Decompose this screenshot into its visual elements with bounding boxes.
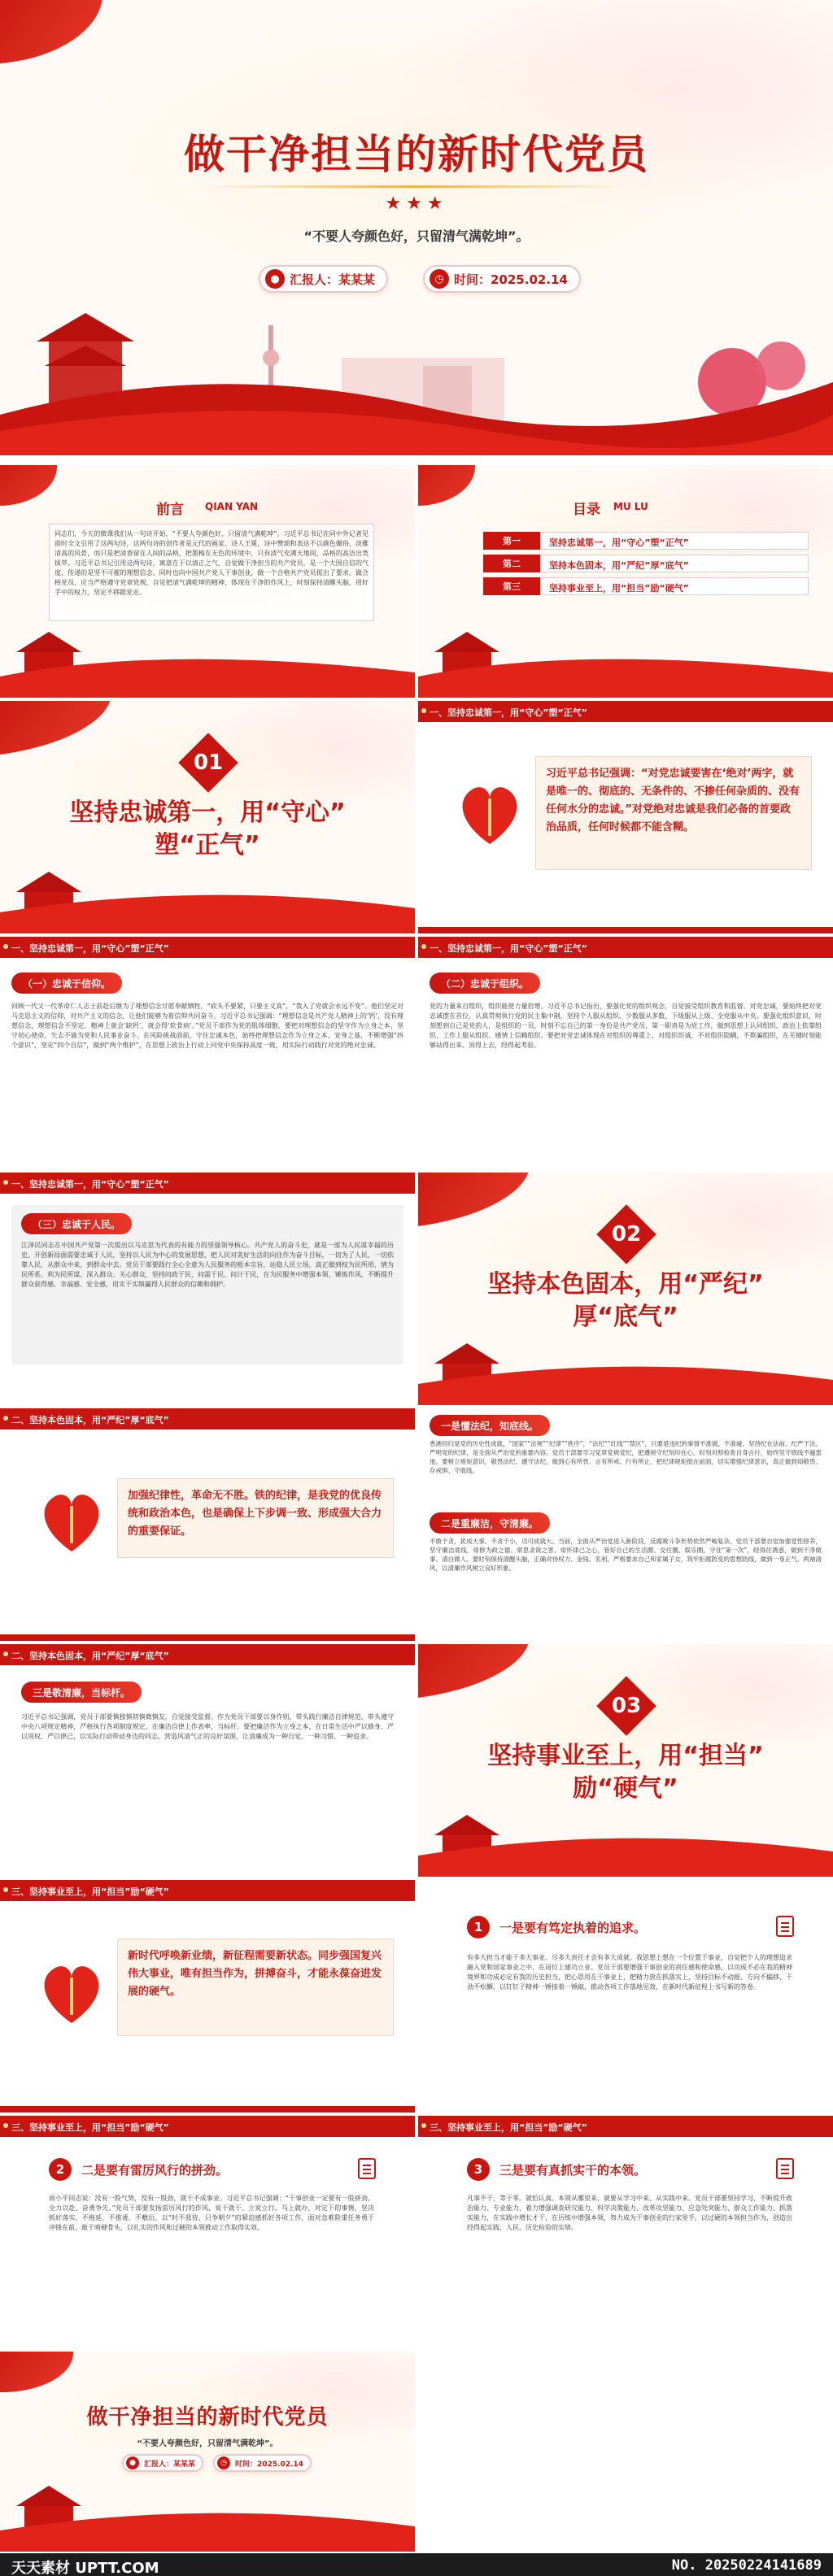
section2-point1-text: 香港回归是党的历史性成就，“国家”“法规”“纪律”“秩序”，“法纪”“红线”“禁区”，只要是违纪的事情不准做，不准碰，坚持纪在法前、纪严于法。严明党的纪律，是全面从严治党的重要内容。党员干部要学习党章党规党纪，把遵规守纪刻印在心，时刻对照检查自身言行，始终坚守底线不越雷池。要树立规矩意识，敬畏法纪、遵守法纪，做到心有所畏、言有所戒、行有所止，把纪律规矩挺在前面，切实增强纪律意识，真正做到知敬畏、存戒惧、守底线。 [430, 1440, 822, 1474]
header-dot [3, 2123, 8, 2128]
cover-time [423, 265, 581, 293]
preface-slide [0, 465, 415, 698]
section2-point3-header [0, 1644, 415, 1665]
section2-point3-header-text: 二、坚持本色固本，用“严纪”厚“底气” [11, 1651, 169, 1661]
section1-point2-header [418, 937, 833, 958]
header-dot [421, 708, 426, 713]
cover-stars: ★★★ [385, 194, 448, 214]
section3-title-line2: 励“硬气” [573, 1774, 678, 1803]
section2-points-slide [418, 1408, 833, 1641]
section1-point3-header [0, 1173, 415, 1194]
section3-point3-slide [418, 2116, 833, 2348]
section1-point2-slide [418, 937, 833, 1169]
point-number-3: 3 [467, 2158, 490, 2181]
cover-decor [0, 309, 833, 455]
section2-header-text: 二、坚持本色固本，用“严纪”厚“底气” [11, 1415, 169, 1425]
cover-divider [203, 185, 626, 188]
section3-point3-text: 凡事不干，等于零。就怕认真。本领从哪里来，就要从学习中来、从实践中来。党员干部要坚持学习，不断提升政治能力、专业能力，着力增强调查研究能力、科学决策能力、改革攻坚能力、应急处突能力、群众工作能力、抓落实能力，在实践中增长才干，在历练中增强本领，努力成为干事创业的行家里手，以过硬的本领担当作为，创造出经得起实践、人民、历史检验的实绩。 [467, 2195, 792, 2231]
section3-point2-slide [0, 2116, 415, 2348]
section1-number: 01 [193, 751, 224, 775]
toc-decor [418, 628, 833, 698]
section3-header-text: 三、坚持事业至上，用“担当”励“硬气” [11, 1886, 169, 1897]
section1-quote-card: 习近平总书记强调：“对党忠诚要害在‘绝对’两字，就是唯一的、彻底的、无条件的、不掺任何杂质的、没有任何水分的忠诚。”对党绝对忠诚是我们必备的首要政治品质，任何时候都不能含糊。 [535, 756, 812, 870]
section3-quote-card: 新时代呼唤新业绩，新征程需要新状态。同步强国复兴伟大事业，唯有担当作为，拼搏奋斗，才能永葆奋进发展的硬气。 [117, 1939, 394, 2036]
section1-header [418, 701, 833, 722]
section2-cover-slide [418, 1173, 833, 1405]
cover-reporter-label: 汇报人：某某某 [290, 272, 376, 287]
section1-point1-slide [0, 937, 415, 1169]
document-icon [776, 1916, 794, 1937]
section3-header [0, 1880, 415, 1901]
section3-point2-header [0, 2116, 415, 2137]
toc-item-num: 第二 [483, 555, 540, 572]
section2-point1-title: 一是懂法纪，知底线。 [430, 1415, 550, 1436]
toc-title: 目录 [573, 502, 600, 518]
header-dot [3, 1651, 8, 1656]
header-dot [421, 2123, 426, 2128]
closing-time-label: 时间：2025.02.14 [235, 2460, 303, 2469]
clock-icon: ◷ [217, 2456, 230, 2469]
clock-icon: ◷ [430, 269, 449, 289]
cover-quote: “不要人夸颜色好，只留清气满乾坤”。 [303, 228, 530, 244]
party-emblem-icon [33, 1953, 111, 2031]
toc-item-1[interactable] [483, 532, 809, 550]
closing-quote: “不要人夸颜色好，只留清气满乾坤”。 [137, 2439, 278, 2448]
header-dot [421, 944, 426, 949]
section2-cover-decor [418, 1343, 833, 1405]
section3-point1-slide [418, 1880, 833, 2113]
cover-time-label: 时间：2025.02.14 [454, 272, 568, 287]
closing-reporter [122, 2454, 203, 2472]
section2-title-line2: 厚“底气” [573, 1303, 678, 1331]
watermark-id: NO. 20250224141689 [671, 2557, 822, 2574]
section3-number: 03 [611, 1694, 642, 1718]
person-icon: ● [265, 269, 285, 289]
toc-item-num: 第三 [483, 577, 540, 595]
section1-cover-decor [0, 872, 415, 933]
section1-quote-slide [418, 701, 833, 933]
section2-point3-text: 习近平总书记强调，党员干部要慎独慎初慎微慎友，自觉接受监督。作为党员干部要以身作则，带头践行廉洁自律规范，带头遵守中央八项规定精神，严格执行各项制度规定，在廉洁自律上作表率、当标杆。要把廉洁作为立身之本，在日常生活中严以修身、严以用权、严以律己，以实际行动带动身边的同志，营造风清气正的良好氛围，让清廉成为一种自觉、一种习惯、一种追求。 [21, 1713, 394, 1740]
section3-point3-header [418, 2116, 833, 2137]
watermark-footer [0, 2553, 833, 2576]
cover-reporter [259, 265, 388, 293]
section1-point3-slide [0, 1173, 415, 1405]
header-dot [3, 1416, 8, 1421]
point-number-2: 2 [49, 2158, 72, 2181]
closing-slide [0, 2352, 415, 2552]
preface-title: 前言 [156, 502, 184, 518]
section3-point1-text: 有多大担当才能干多大事业。尽多大责任才会有多大成就。我思想上想在一个位置干事业，自觉把个人的理想追求融入党和国家事业之中，在岗位上建功立业。党员干部要增强干事创业的责任感和使命感，以功成不必在我的精神境界和功成必定有我的历史担当，把心思用在干事业上，把精力放在抓落实上，坚持目标不动摇、方向不偏移、干劲不松懈，以钉钉子精神一锤接着一锤敲，推动各项工作落地见效，在新时代新征程上书写新的答卷。 [467, 1954, 792, 1991]
toc-item-text: 坚持忠诚第一，用“守心”塑“正气” [540, 532, 809, 550]
section1-point3-text: 江泽民同志在中国共产党第一次提出以马克思为代表的有能力的坚强领导核心。共产党人的奋斗史，就是一部为人民谋幸福的历史。开创新局面需要忠诚于人民，坚持以人民为中心的发展思想，把人民对美好生活的向往作为奋斗目标，一切为了人民，一切依靠人民，从群众中来，到群众中去。党员干部要践行全心全意为人民服务的根本宗旨，站稳人民立场，真正做到权为民所用、情为民所系、利为民所谋，深入群众、关心群众，坚持问政于民、问需于民、问计于民，在为民服务中增强本领、锤炼作风，不断提升群众获得感、幸福感、安全感，用实干实绩赢得人民群众的信赖和拥护。 [21, 1242, 394, 1288]
preface-decor [0, 628, 415, 698]
section1-point3-title: （三）忠诚于人民。 [21, 1213, 132, 1234]
section1-title-line1: 坚持忠诚第一，用“守心” [69, 798, 346, 827]
closing-title: 做干净担当的新时代党员 [86, 2405, 329, 2430]
header-dot [3, 944, 8, 949]
party-emblem-icon [33, 1482, 111, 1560]
closing-time [213, 2454, 312, 2472]
section2-title-line1: 坚持本色固本，用“严纪” [487, 1270, 764, 1299]
watermark-site: 天天素材 UPTT.COM [11, 2560, 159, 2576]
section1-point1-header [0, 937, 415, 958]
section2-point2-text: 不敢于贪，犹成大事。不贪于小，功可成就大。当前，全面从严治党进入新阶段，反腐败斗争形势依然严峻复杂。党员干部要自觉加强党性修养，坚守廉洁底线，常修为政之德、常思贪欲之害、常怀律己之心，管好自己的生活圈、交往圈、娱乐圈，守住“第一次”，经得住诱惑，做到干净做事、清白做人。要时刻保持清醒头脑，正确对待权力、金钱、名利，严格要求自己和家属子女，筑牢拒腐防变的思想防线，做到一身正气、两袖清风，以清廉作风树立良好形象。 [430, 1538, 822, 1572]
header-dot [3, 1887, 8, 1892]
section2-point3-slide [0, 1644, 415, 1877]
toc-item-text: 坚持事业至上，用“担当”励“硬气” [540, 577, 809, 595]
point-number-1: 1 [467, 1916, 490, 1939]
section3-cover-slide [418, 1644, 833, 1877]
toc-title-en: MU LU [613, 501, 648, 512]
preface-title-en: QIAN YAN [205, 501, 259, 512]
section2-quote-slide [0, 1408, 415, 1641]
closing-reporter-label: 汇报人：某某某 [144, 2460, 196, 2469]
section1-point3-header-text: 一、坚持忠诚第一，用“守心”塑“正气” [11, 1179, 169, 1190]
header-dot [3, 1180, 8, 1185]
toc-item-3[interactable] [483, 577, 809, 595]
section2-number: 02 [611, 1222, 642, 1247]
section3-title-line1: 坚持事业至上，用“担当” [487, 1742, 764, 1770]
cover-title: 做干净担当的新时代党员 [184, 131, 649, 178]
section1-point1-title: （一）忠诚于信仰。 [11, 973, 122, 994]
toc-item-2[interactable] [483, 555, 809, 572]
section2-quote-bottom-band [0, 1634, 415, 1641]
toc-slide [418, 465, 833, 698]
person-icon: ● [126, 2456, 139, 2469]
section3-point2-title: 二是要有雷厉风行的拼劲。 [81, 2163, 229, 2178]
section3-cover-decor [418, 1815, 833, 1877]
section2-point3-title: 三是敬清廉，当标杆。 [21, 1682, 142, 1703]
document-icon [358, 2158, 376, 2179]
document-icon [776, 2158, 794, 2179]
section2-quote-card: 加强纪律性，革命无不胜。铁的纪律，是我党的优良传统和政治本色，也是确保上下步调一致、形成强大合力的重要保证。 [117, 1478, 394, 1558]
toc-item-num: 第一 [483, 532, 540, 550]
section3-quote-slide [0, 1880, 415, 2113]
section1-quote-bottom-band [418, 927, 833, 933]
section3-point2-header-text: 三、坚持事业至上，用“担当”励“硬气” [11, 2122, 169, 2133]
section2-point2-title: 二是重廉洁，守清廉。 [430, 1512, 550, 1534]
closing-decor [0, 2482, 415, 2552]
section3-quote-bottom-band [0, 2106, 415, 2113]
section3-point3-header-text: 三、坚持事业至上，用“担当”励“硬气” [430, 2122, 587, 2133]
toc-item-text: 坚持本色固本，用“严纪”厚“底气” [540, 555, 809, 572]
section1-point2-title: （二）忠诚于组织。 [430, 973, 540, 994]
section1-point1-text: 回顾一代又一代革命仁人志士前赴后继为了理想信念甘愿奉献牺牲，“砍头不要紧，只要主义真”，“我入了党就会永远不变”。他们坚定对马克思主义的信仰，对共产主义的信念，让他们能够为着信仰共同奋斗。习近平总书记强调：“理想信念是共产党人精神上的‘钙’，没有理想信念，理想信念不坚定，精神上就会‘缺钙’，就会得‘软骨病’。”党员干部作为党的肌体细胞，要把对理想信念的坚守作为立身之本，坚守初心使命，矢志不渝为党和人民事业奋斗。在风险挑战面前，守住忠诚本色，始终把理想信念作为立身之本、安身之基，不断增强“四个意识”，坚定“四个自信”，做到“两个维护”，在思想上政治上行动上同党中央保持高度一致，用实际行动践行对党的绝对忠诚。 [11, 1003, 403, 1049]
section1-point1-header-text: 一、坚持忠诚第一，用“守心”塑“正气” [11, 943, 169, 954]
section3-point1-title: 一是要有笃定执着的追求。 [499, 1921, 647, 1935]
section3-point3-title: 三是要有真抓实干的本领。 [499, 2163, 647, 2178]
section1-point2-header-text: 一、坚持忠诚第一，用“守心”塑“正气” [430, 943, 587, 954]
section1-cover-slide [0, 701, 415, 933]
section1-point2-text: 党的力量来自组织，组织能使力量倍增。习近平总书记指出，要强化党的组织观念，自觉接受组织教育和监督。对党忠诚，要始终把对党忠诚摆在首位，认真贯彻执行党的民主集中制，坚持个人服从组织、少数服从多数、下级服从上级、全党服从中央。要强化组织意识，时刻想到自己是党的人，是组织的一员，时刻不忘自己的第一身份是共产党员，第一职责是为党工作，做到思想上认同组织、政治上依靠组织、工作上服从组织、感情上信赖组织。要把对党忠诚体现在对组织的尊重上，对组织坦诚，不对组织隐瞒，不欺骗组织，在关键时刻能够站得出来、顶得上去，经得起考验。 [430, 1003, 822, 1049]
party-emblem-icon [451, 774, 529, 852]
cover-slide [0, 0, 833, 455]
section3-point2-text: 雨小平同志说：没有一股气势，没有一股劲，就干不成事业。习近平总书记强调：“干事创业一定要有一股拼劲，全力以赴、奋勇争先。”党员干部要发扬雷厉风行的作风，说干就干、立说立行、马上就办，对定下的事情，坚决抓好落实，不拖延、不推诿、不敷衍，以“时不我待、只争朝夕”的紧迫感抓好各项工作，面对急难险重任务勇于冲锋在前，敢于啃硬骨头，以扎实的作风和过硬的本领推动工作取得实效。 [49, 2195, 374, 2231]
preface-text: 同志们，今天的微课我们从一句诗开始，“不要人夸颜色好，只留清气满乾坤”。习近平总书记在同中外记者见面时全文引用了这两句诗，这两句诗的创作者是元代的画家、诗人王冕，诗中赞颂和表达不以颜色媚俗，淡雅清高的风骨，而只是把清香留在人间的品格，把墨梅在无色的环境中，只有清气充满天地间，品格的高洁出类拔萃。习近平总书记引用这两句诗，寓意在于以清正之气，自觉做干净担当的共产党员，是一个大国自信的气度，传递的是坚不可摧的理想信念。同时也向中国共产党人干事创业，做一个合格共产党员提出了要求。做合格党员，应当严格遵守党章党规，自觉把清气满乾坤的精神，体现在干净的作风上，时刻保持清醒头脑，用好手中的权力，坚定不移跟党走。 [49, 524, 374, 621]
section1-title-line2: 塑“正气” [155, 831, 260, 859]
section1-header-text: 一、坚持忠诚第一，用“守心”塑“正气” [430, 707, 587, 718]
section2-header [0, 1408, 415, 1429]
